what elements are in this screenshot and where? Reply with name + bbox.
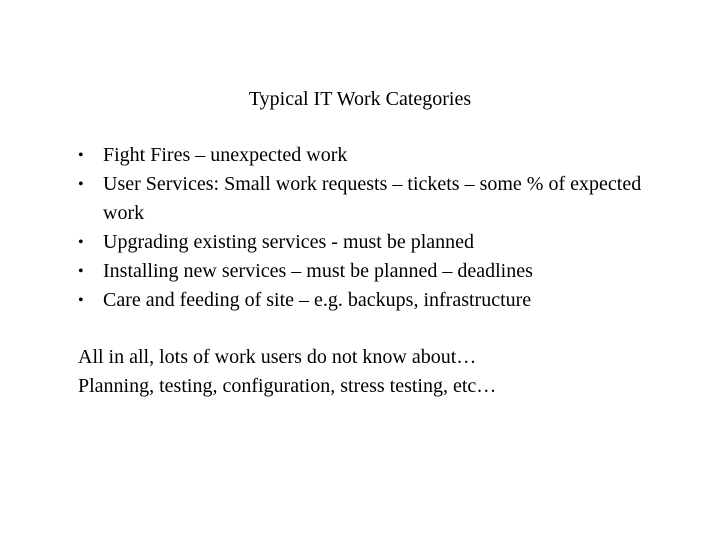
bullet-icon: • [78, 176, 84, 193]
summary-line: All in all, lots of work users do not know about… [78, 346, 477, 368]
bullet-item [78, 141, 678, 170]
bullet-text: Fight Fires – unexpected work [103, 144, 348, 166]
bullet-item [78, 286, 678, 315]
bullet-item [78, 170, 678, 228]
bullet-icon: • [78, 263, 84, 280]
bullet-text: Upgrading existing services - must be planned [103, 231, 475, 253]
bullet-item [78, 257, 678, 286]
summary-line: Planning, testing, configuration, stress testing, etc… [78, 375, 497, 397]
slide-title: Typical IT Work Categories [248, 88, 472, 110]
bullet-list [78, 141, 678, 315]
bullet-text: Installing new services – must be planned – deadlines [103, 260, 533, 282]
bullet-icon: • [78, 234, 84, 251]
bullet-item [78, 228, 678, 257]
bullet-icon: • [78, 292, 84, 309]
bullet-text: Care and feeding of site – e.g. backups, infrastructure [103, 289, 532, 311]
bullet-icon: • [78, 147, 84, 164]
summary-text [78, 343, 698, 401]
bullet-text: User Services: Small work requests – tickets – some % of expected work [103, 173, 642, 224]
